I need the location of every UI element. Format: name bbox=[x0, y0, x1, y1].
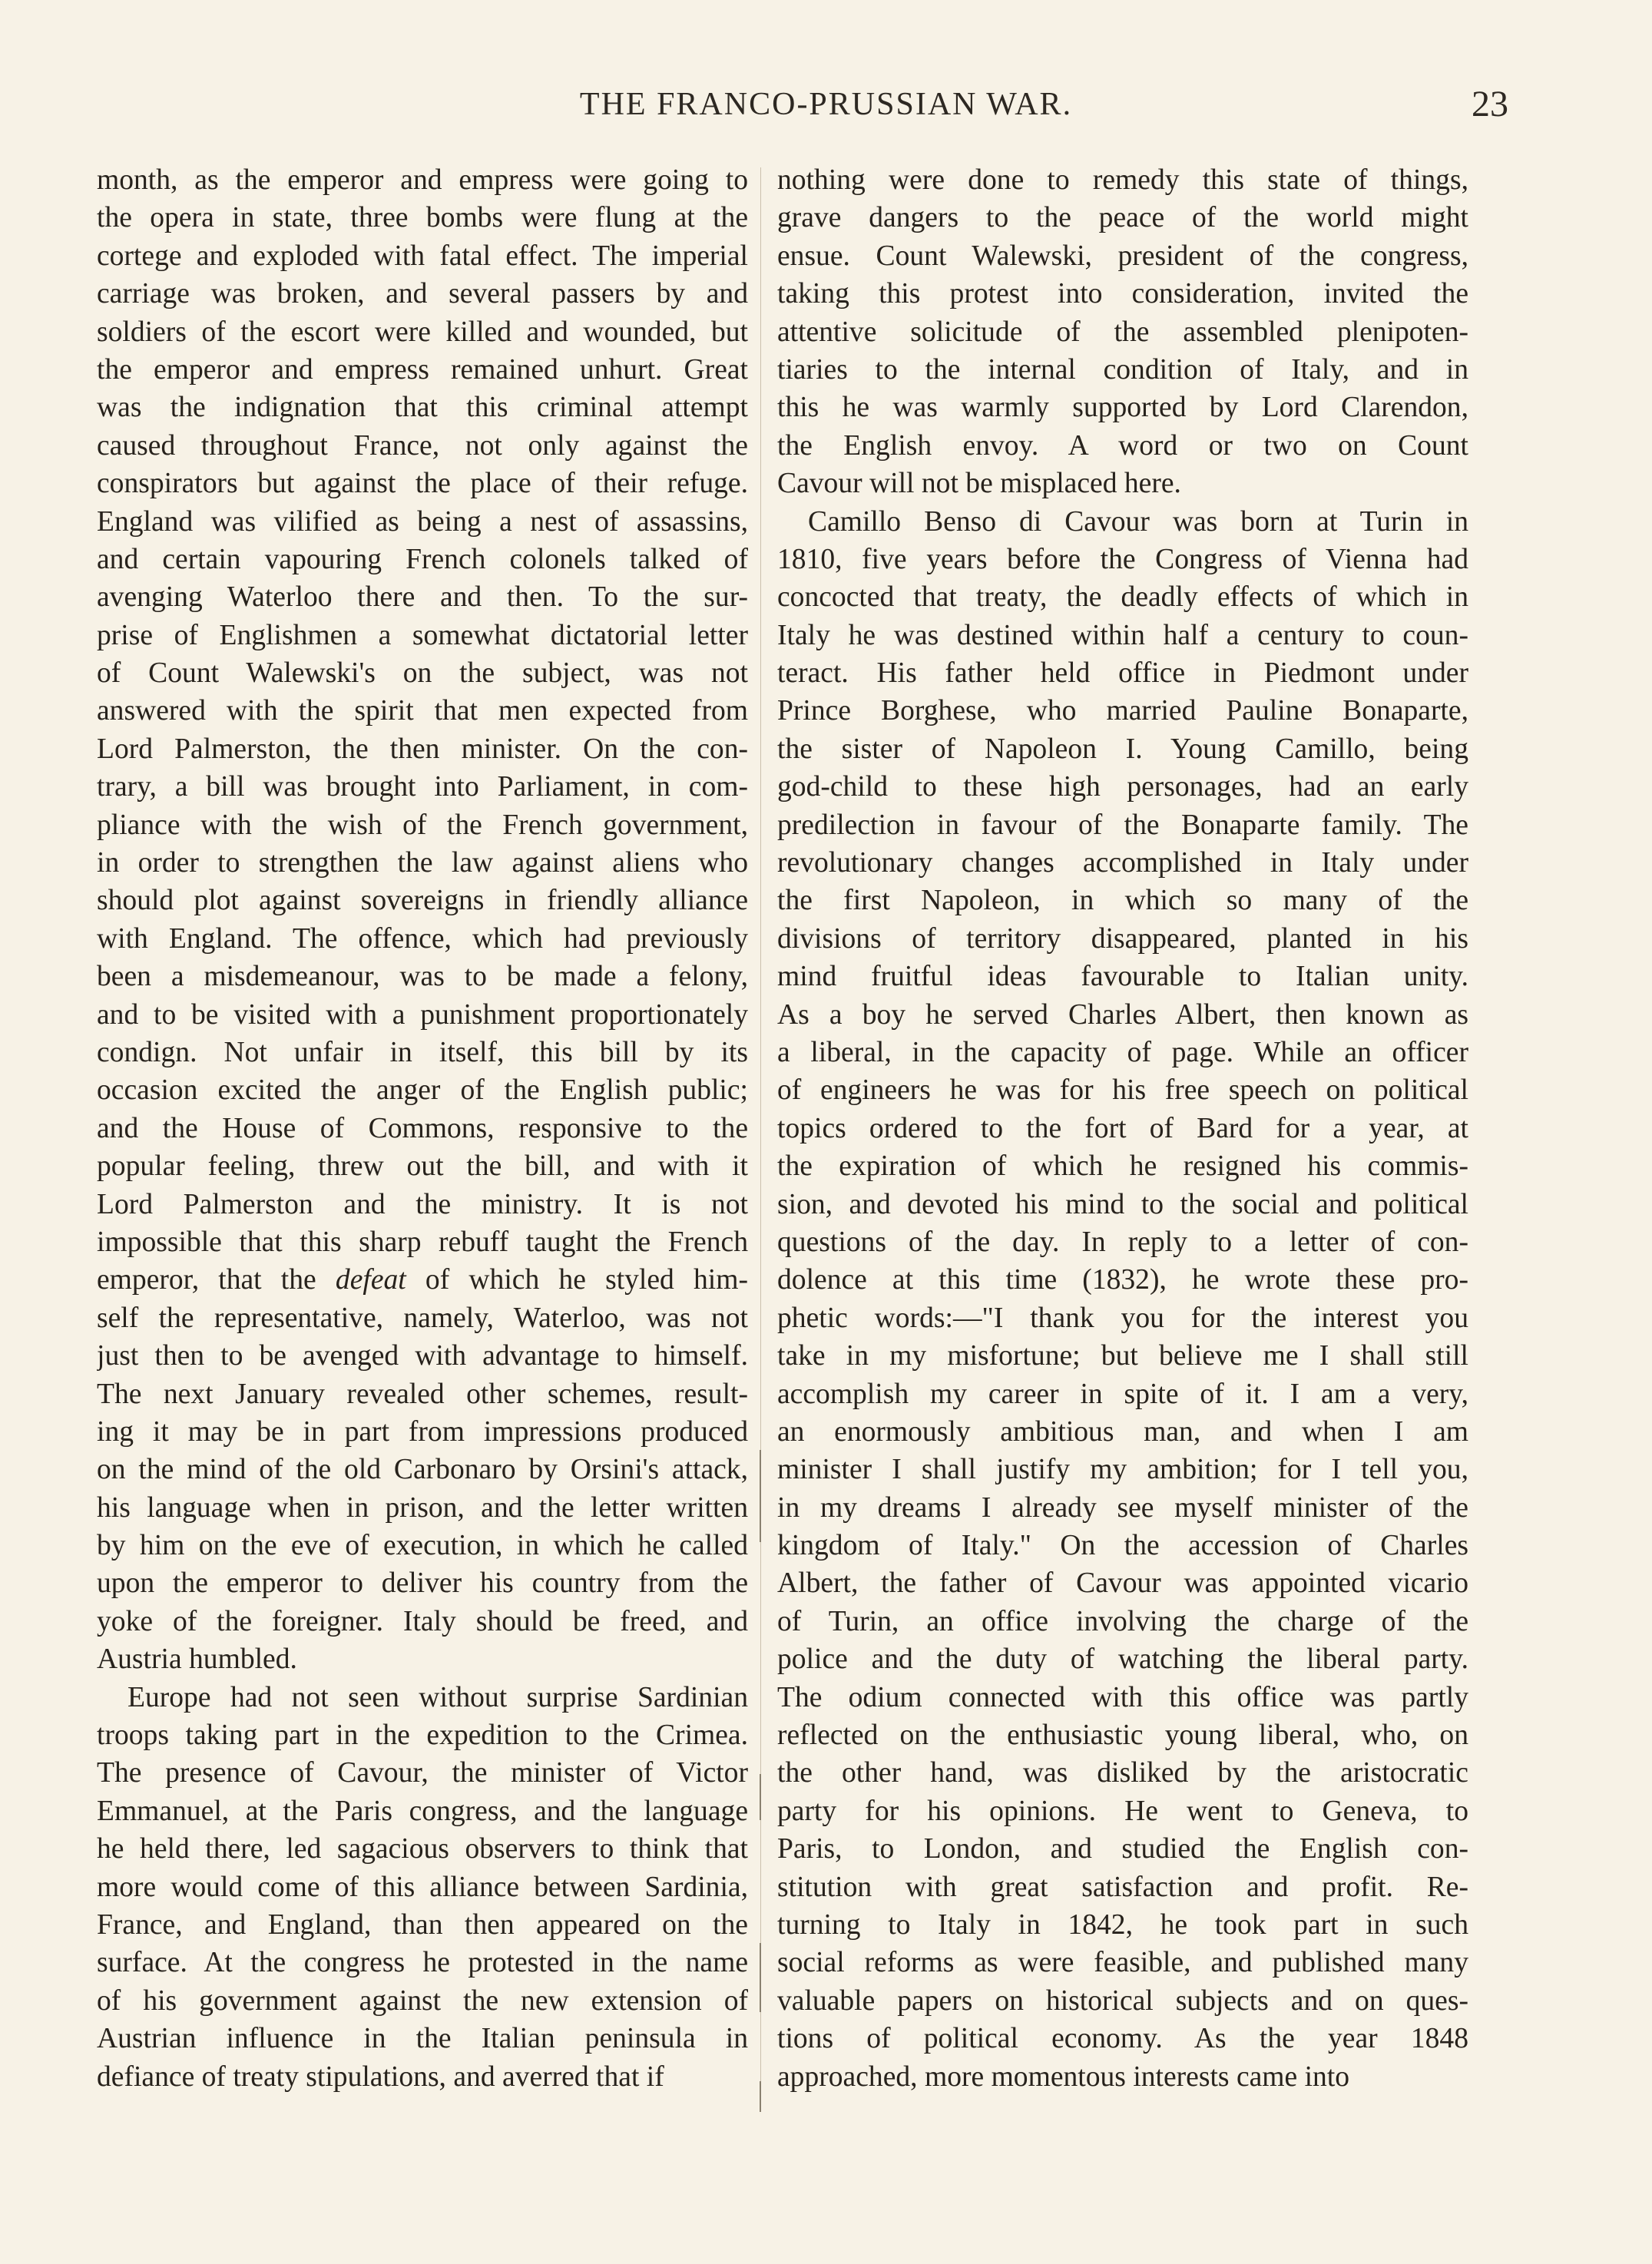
text-line: yoke of the foreigner. Italy should be freed, and bbox=[97, 1605, 748, 1637]
text-line: The odium connected with this office was partly bbox=[777, 1681, 1468, 1713]
text-line: soldiers of the escort were killed and wounded, but bbox=[97, 316, 748, 348]
running-header: THE FRANCO-PRUSSIAN WAR. bbox=[579, 87, 1073, 122]
text-line: Prince Borghese, who married Pauline Bonaparte, bbox=[777, 695, 1468, 727]
text-line: god-child to these high personages, had an early bbox=[777, 771, 1468, 803]
text-line: divisions of territory disappeared, planted in his bbox=[777, 922, 1468, 955]
text-line: of Turin, an office involving the charge of the bbox=[777, 1605, 1468, 1637]
text-line: nothing were done to remedy this state of things, bbox=[777, 164, 1468, 196]
emphasized-word: defeat bbox=[335, 1264, 406, 1296]
text-line: self the representative, namely, Waterloo, was not bbox=[97, 1302, 748, 1334]
text-line: the expiration of which he resigned his commis- bbox=[777, 1150, 1468, 1183]
text-line: his language when in prison, and the letter written bbox=[97, 1491, 748, 1524]
text-line: the other hand, was disliked by the aristocratic bbox=[777, 1757, 1468, 1789]
text-line: pliance with the wish of the French government, bbox=[97, 809, 748, 841]
text-line: defiance of treaty stipulations, and averred that if bbox=[97, 2060, 664, 2093]
text-line: minister I shall justify my ambition; for I tell you, bbox=[777, 1454, 1468, 1486]
text-line: the opera in state, three bombs were flung at the bbox=[97, 202, 748, 234]
text-segment: of which he styled him- bbox=[406, 1264, 748, 1296]
text-line: of his government against the new extension of bbox=[97, 1984, 748, 2017]
text-line: stitution with great satisfaction and profit. Re- bbox=[777, 1871, 1468, 1903]
text-line: and the House of Commons, responsive to the bbox=[97, 1112, 748, 1144]
text-line: on the mind of the old Carbonaro by Orsini's attack, bbox=[97, 1454, 748, 1486]
text-line: teract. His father held office in Piedmont under bbox=[777, 657, 1468, 690]
text-line: the first Napoleon, in which so many of the bbox=[777, 885, 1468, 917]
text-line: popular feeling, threw out the bill, and with it bbox=[97, 1150, 748, 1183]
text-line: been a misdemeanour, was to be made a felony, bbox=[97, 961, 748, 993]
text-line: taking this protest into consideration, invited the bbox=[777, 278, 1468, 310]
text-line: should plot against sovereigns in friendly alliance bbox=[97, 885, 748, 917]
text-line: police and the duty of watching the liberal party. bbox=[777, 1643, 1468, 1676]
text-line: tions of political economy. As the year 1848 bbox=[777, 2023, 1468, 2055]
text-line bbox=[97, 1261, 748, 1299]
text-line: France, and England, than then appeared on the bbox=[97, 1908, 748, 1941]
text-line: Emmanuel, at the Paris congress, and the language bbox=[97, 1795, 748, 1827]
text-line: tiaries to the internal condition of Italy, and in bbox=[777, 353, 1468, 386]
page-number: 23 bbox=[1472, 84, 1508, 124]
column-divider-mark bbox=[760, 1450, 761, 1542]
text-line: Lord Palmerston and the ministry. It is not bbox=[97, 1188, 748, 1220]
text-line: take in my misfortune; but believe me I shall still bbox=[777, 1340, 1468, 1372]
text-line: and to be visited with a punishment proportionately bbox=[97, 998, 748, 1031]
right-text-column bbox=[777, 161, 1468, 2096]
text-segment: emperor, that the bbox=[97, 1264, 336, 1296]
column-divider-mark bbox=[760, 2081, 761, 2112]
text-line: conspirators but against the place of their refuge. bbox=[97, 468, 748, 500]
text-line: the English envoy. A word or two on Count bbox=[777, 429, 1468, 462]
text-line: topics ordered to the fort of Bard for a year, at bbox=[777, 1112, 1468, 1144]
text-line: valuable papers on historical subjects and on ques- bbox=[777, 1984, 1468, 2017]
text-line: in order to strengthen the law against aliens who bbox=[97, 847, 748, 879]
text-line: As a boy he served Charles Albert, then known as bbox=[777, 998, 1468, 1031]
text-line: carriage was broken, and several passers by and bbox=[97, 278, 748, 310]
text-line: in my dreams I already see myself minister of the bbox=[777, 1491, 1468, 1524]
text-line: Cavour will not be misplaced here. bbox=[777, 468, 1181, 500]
text-line: just then to be avenged with advantage to himself. bbox=[97, 1340, 748, 1372]
text-line: of engineers he was for his free speech on political bbox=[777, 1074, 1468, 1107]
text-line: troops taking part in the expedition to the Crimea. bbox=[97, 1720, 748, 1752]
text-line: concocted that treaty, the deadly effects of which in bbox=[777, 581, 1468, 614]
text-line: Austria humbled. bbox=[97, 1643, 297, 1676]
column-divider-mark bbox=[760, 1943, 761, 2012]
text-line: with England. The offence, which had previously bbox=[97, 922, 748, 955]
text-line: questions of the day. In reply to a letter of con- bbox=[777, 1226, 1468, 1258]
text-line: Italy he was destined within half a century to coun- bbox=[777, 619, 1468, 651]
text-line: was the indignation that this criminal attempt bbox=[97, 392, 748, 424]
text-line: predilection in favour of the Bonaparte family. The bbox=[777, 809, 1468, 841]
left-text-column bbox=[97, 161, 748, 2096]
text-line: grave dangers to the peace of the world might bbox=[777, 202, 1468, 234]
text-line: of Count Walewski's on the subject, was not bbox=[97, 657, 748, 690]
text-line: approached, more momentous interests came into bbox=[777, 2060, 1350, 2093]
text-line: upon the emperor to deliver his country from the bbox=[97, 1567, 748, 1600]
text-line: revolutionary changes accomplished in Italy under bbox=[777, 847, 1468, 879]
text-line: The presence of Cavour, the minister of Victor bbox=[97, 1757, 748, 1789]
text-line: by him on the eve of execution, in which he called bbox=[97, 1530, 748, 1562]
text-line: prise of Englishmen a somewhat dictatorial letter bbox=[97, 619, 748, 651]
text-line: phetic words:—"I thank you for the interest you bbox=[777, 1302, 1468, 1334]
text-line: dolence at this time (1832), he wrote these pro- bbox=[777, 1264, 1468, 1296]
text-line: attentive solicitude of the assembled plenipoten- bbox=[777, 316, 1468, 348]
text-line: Austrian influence in the Italian peninsula in bbox=[97, 2023, 748, 2055]
text-line: trary, a bill was brought into Parliament, in com- bbox=[97, 771, 748, 803]
text-line: Camillo Benso di Cavour was born at Turin in bbox=[808, 505, 1468, 538]
text-line: The next January revealed other schemes, result- bbox=[97, 1378, 748, 1410]
text-line: cortege and exploded with fatal effect. The imperial bbox=[97, 240, 748, 272]
text-line: party for his opinions. He went to Geneva, to bbox=[777, 1795, 1468, 1827]
text-line: ing it may be in part from impressions produced bbox=[97, 1415, 748, 1448]
text-line: a liberal, in the capacity of page. While an officer bbox=[777, 1036, 1468, 1068]
text-line: condign. Not unfair in itself, this bill by its bbox=[97, 1036, 748, 1068]
text-line: occasion excited the anger of the English public; bbox=[97, 1074, 748, 1107]
text-line: month, as the emperor and empress were going to bbox=[97, 164, 748, 196]
text-line: England was vilified as being a nest of assassins, bbox=[97, 505, 748, 538]
text-line: mind fruitful ideas favourable to Italian unity. bbox=[777, 961, 1468, 993]
text-line: Albert, the father of Cavour was appointed vicario bbox=[777, 1567, 1468, 1600]
text-line: social reforms as were feasible, and published many bbox=[777, 1947, 1468, 1979]
text-line: surface. At the congress he protested in the name bbox=[97, 1947, 748, 1979]
text-line: and certain vapouring French colonels talked of bbox=[97, 543, 748, 575]
text-line: sion, and devoted his mind to the social and political bbox=[777, 1188, 1468, 1220]
text-line: Paris, to London, and studied the English con- bbox=[777, 1833, 1468, 1865]
text-line: turning to Italy in 1842, he took part in such bbox=[777, 1908, 1468, 1941]
text-line: he held there, led sagacious observers to think that bbox=[97, 1833, 748, 1865]
column-divider-mark bbox=[760, 1774, 761, 1820]
text-line: caused throughout France, not only against the bbox=[97, 429, 748, 462]
text-line: 1810, five years before the Congress of Vienna had bbox=[777, 543, 1468, 575]
text-line: accomplish my career in spite of it. I am a very, bbox=[777, 1378, 1468, 1410]
text-line: Europe had not seen without surprise Sardinian bbox=[127, 1681, 748, 1713]
text-line: reflected on the enthusiastic young liberal, who, on bbox=[777, 1720, 1468, 1752]
text-line: ensue. Count Walewski, president of the congress, bbox=[777, 240, 1468, 272]
text-line: the emperor and empress remained unhurt. Great bbox=[97, 353, 748, 386]
text-line: more would come of this alliance between Sardinia, bbox=[97, 1871, 748, 1903]
text-line: impossible that this sharp rebuff taught the French bbox=[97, 1226, 748, 1258]
text-line: the sister of Napoleon I. Young Camillo, being bbox=[777, 733, 1468, 765]
text-line: answered with the spirit that men expected from bbox=[97, 695, 748, 727]
text-line: Lord Palmerston, the then minister. On the con- bbox=[97, 733, 748, 765]
text-line: an enormously ambitious man, and when I am bbox=[777, 1415, 1468, 1448]
text-line: kingdom of Italy." On the accession of Charles bbox=[777, 1530, 1468, 1562]
text-line: avenging Waterloo there and then. To the sur- bbox=[97, 581, 748, 614]
text-line: this he was warmly supported by Lord Clarendon, bbox=[777, 392, 1468, 424]
